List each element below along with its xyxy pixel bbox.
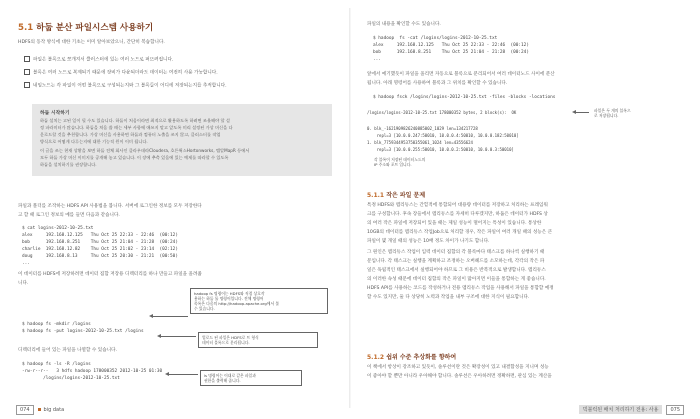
code-line: $ hadoop fsck /logins/logins-2012-10-25.txt -files -blocks -locations: [373, 95, 556, 100]
body-line: 됩니다. 아래 명령어를 사용하여 블록과 그 위치를 확인할 수 있습니다.: [367, 81, 508, 86]
body-line: 크를 구성합니다. 후속 장들에서 맵리듀스를 자세히 다루겠지만, 하둡은 데이터가 HDFS 상: [367, 212, 548, 217]
section-title: [18, 21, 153, 33]
code-line: $ hadoop fs -cat /logins/logins-2012-10-25.txt: [373, 36, 498, 41]
code-line: $ hadoop fs -put logins-2012-10-25.txt /logins: [22, 329, 144, 334]
callout-note: 파일은 두 개의 블록으 로 저장됩니다.: [591, 106, 677, 120]
section-title-text: 하둡 분산 파일시스템 사용하기: [36, 23, 154, 33]
code-line: bob 192.168.8.251 Thu Oct 25 21:04 - 21:28 (00:24): [373, 50, 529, 55]
page-number: 074: [16, 405, 34, 415]
callout-box: ls 명령어는 이대로 같은 파일과 권한을 출력해 줍니다.: [200, 370, 302, 386]
checkbox-icon: [24, 69, 30, 75]
body-line: 할 수도 있지만, 둘 다 상당히 노력과 작업을 내부 구조에 대한 지식이 필요합니다.: [367, 295, 530, 300]
code-line: charlie 192.168.12.82 Thu Oct 25 21:02 - 23:14 (02:12): [22, 247, 178, 252]
body-line: 파일이 몇 개일 때의 성능은 10배 정도 차이가 나기도 합니다.: [367, 239, 490, 244]
body-line: 의 이러한 속성 때문에 데이터 집합의 작은 파일이 많아지면 이들을 통합하는 게 좋습니다.: [367, 277, 546, 282]
subsection-title: 5.1.1 작은 파일 문제: [367, 192, 426, 199]
section-number: 5.1: [18, 23, 34, 33]
tip-title: 하둡 시작하기: [40, 111, 70, 116]
code-line: $ hadoop fs -ls -R /logins: [22, 362, 91, 367]
code-line: ...: [373, 57, 381, 62]
callout-arrow: [160, 336, 196, 337]
tip-line: 하둡 설치는 고된 일이 될 수도 있습니다. 하둡이 처음이라면 최적으로 활용하도록 하려면 조율해야 할 설: [40, 118, 230, 123]
body-line: HDFS API를 사용하는 코드를 작성하거나 전용 맵리듀스 작업을 사용해서 파일을 통합할 예정: [367, 286, 554, 291]
code-line: -rw-r--r-- 3 hdfs hadoop 178000352 2012-10-25 01:30: [22, 369, 163, 374]
tip-line: 하둡을 설치하기를 권장합니다.: [40, 162, 97, 167]
intro-paragraph: HDFS의 동작 방식에 대한 기초는 이미 알아보았으니, 간단히 복습합니다.: [18, 40, 165, 45]
code-line: 0. blk_-1621909826240885002_1029 len=134217728: [367, 126, 478, 131]
right-footer: [579, 405, 684, 415]
body-line: 파일과 폴더를 조작하는 HDFS API 사용법을 봅니다. 서버에 로그인한 정보를 모두 저장한다: [18, 204, 202, 209]
body-line: 10GB의 데이터를 맵리듀스 작업Job으로 처리할 경우, 작은 파일이 여러 개일 때의 성능은 큰: [367, 230, 553, 235]
code-line: alex 192.168.12.125 Thu Oct 25 22:33 - 22:46 (00:12): [373, 43, 529, 48]
subsection-title: 5.1.2 쉽위 수준 추상화를 향하여: [367, 354, 457, 361]
callout-arrow: [168, 374, 198, 375]
body-line: 그 원인은 맵리듀스 작업이 입력 데이터 집합의 각 블록마다 태스크를 하나씩 실행하기 때: [367, 250, 545, 255]
body-line: 고 할 때 로그인 정보의 예를 들면 다음과 같습니다.: [18, 213, 120, 218]
body-line: 문입니다. 각 태스크는 실행을 계획하고 조정하는 오버헤드를 소모하는데, 각각의 작은 파: [367, 259, 545, 264]
code-line: ...: [22, 261, 30, 266]
tip-line: 운로드할 것을 추천합니다. 가상 머신을 사용하면 하둡과 컴퓨터 노출을 쓰지 않고, 클러스터를 작업: [40, 132, 221, 137]
tip-line: 방식으로 어떻게 다루는지에 대한 기능적 윈이 이미 됩니다.: [40, 139, 148, 144]
tip-line: 이 글을 쓰는 현재 상황을 보면 하둡 전체 회사인 클라우데라Cloudera, 호튼웍스Hortonworks, 맵알MapR 등에서: [40, 148, 250, 153]
tip-line: 정 파라미터가 많습니다. 하둡을 처음 쓸 때는 세부 사항에 애쓰지 말고 앞도록 미리 설정된 가상 머신을 다: [40, 125, 233, 130]
code-line: /logins/logins-2012-10-25.txt: [22, 376, 120, 381]
body-line: 이 데이터를 HDFS에 저장하려면 데이터 집합 저장용 디렉터리를 하나 만들고 파일을 올려줍: [18, 272, 202, 277]
code-line: bob 192.168.8.251 Thu Oct 25 21:04 - 21:28 (00:24): [22, 240, 178, 245]
bullet-dot-icon: [38, 408, 41, 411]
checkbox-icon: [24, 82, 30, 88]
body-line: 니다.: [18, 281, 29, 286]
tip-line: 모두 하둡 가상 머신 이미지를 공개해 놓고 있습니다. 이 장에 추측 있음에 있는 예제를 따라할 수 있도록: [40, 155, 229, 160]
code-line: $ hadoop fs -mkdir /logins: [22, 322, 91, 327]
bullet-item: 파일은 블록으로 쪼개져서 클러스터에 있는 여러 노드로 퍼뜨려집니다.: [24, 56, 173, 64]
code-line: $ cat logins-2012-10-25.txt: [22, 226, 94, 231]
callout-arrow: [152, 316, 188, 317]
bullet-item: 네임노드는 각 파일이 어떤 블록으로 구성되는지와 그 블록들이 어디에 저장되는지를 추적합니다.: [24, 82, 227, 90]
callout-box: 업로드 된 파일은 HDFS로 트 형식 데이터 블록으로 분리됩니다.: [198, 332, 318, 348]
body-line: 특정 HDFS와 맵리듀스는 간헐적에 통합되어 대용량 데이터를 저장하고 처리하는 프레임워: [367, 203, 548, 208]
body-line: 일은 독립적인 태스크에서 실행되어야 하므로 그 비용은 반복적으로 발생합니다. 맵리듀스: [367, 268, 546, 273]
callout-note: 각 블록이 저장된 데이터노드의 IP 주소와 포트 입니다.: [371, 155, 477, 169]
body-line: 의 여러 작은 파일에 저장되어 있을 때는 제일 성능이 떨어지는 특성이 있습니다. 통상한: [367, 221, 542, 226]
body-line: 이 책에서 항상이 강조하고 있듯이, 솔루션이란 것은 확장성이 있고 내결함성을 지니며 성능: [367, 365, 549, 370]
body-line: 이 좋아야 할 뿐만 아니라 우아해야 합니다. 솔루션은 우아하려면 정확하면, 관심 있는 계산을: [367, 374, 552, 379]
code-line: repl=3 [10.0.0.255:50010, 10.0.0.2:50010, 10.0.0.3:50010]: [367, 147, 514, 152]
page-number: 075: [666, 405, 684, 415]
code-line: doug 192.168.8.13 Thu Oct 25 20:30 - 21:21 (00:50): [22, 254, 178, 259]
left-footer: [16, 405, 64, 415]
body-line: 앞에서 예기했듯이 파일을 올리면 자동으로 블록으로 분리되어서 여러 데이터노드 사이에 분산: [367, 72, 555, 77]
code-line: alex 192.168.12.125 Thu Oct 25 22:33 - 22:46 (00:12): [22, 233, 178, 238]
tip-box: [32, 104, 332, 176]
code-line: 1. blk_7759344953750355061_1024 len=43556624: [367, 140, 473, 145]
left-page: [0, 0, 349, 419]
body-line: 파일의 내용을 확인할 수도 있습니다.: [367, 22, 441, 27]
book-name: big data: [43, 407, 65, 413]
right-page: [351, 0, 700, 419]
bullet-item: 블록은 여러 노드로 복제되기 때문에 장비가 다운되더라도 데이터는 여전히 사용 가능합니다.: [24, 69, 218, 77]
body-line: 디렉터리에 들어 있는 파일을 나열할 수 있습니다.: [18, 348, 117, 353]
callout-arrow: [575, 112, 589, 113]
code-line: /logins/logins-2012-10-25.txt 178000352 bytes, 2 block(s): OK: [367, 110, 517, 115]
code-line: repl=3 [10.0.0.247:50010, 10.0.0.4:50010, 10.0.0.182:50010]: [367, 133, 519, 138]
callout-box: hadoop fs 명령어는 HDFS와 직접 상호작 용하는 하둡 툴 명령어입니다. 전체 명령어 목록은 다음의 http://hadoop.apache.org에서 볼 수 있습니다.: [190, 288, 328, 314]
chapter-tag: 빅블럭된 배치 처리하기 전용: 사용: [579, 405, 663, 414]
checkbox-icon: [24, 56, 30, 62]
